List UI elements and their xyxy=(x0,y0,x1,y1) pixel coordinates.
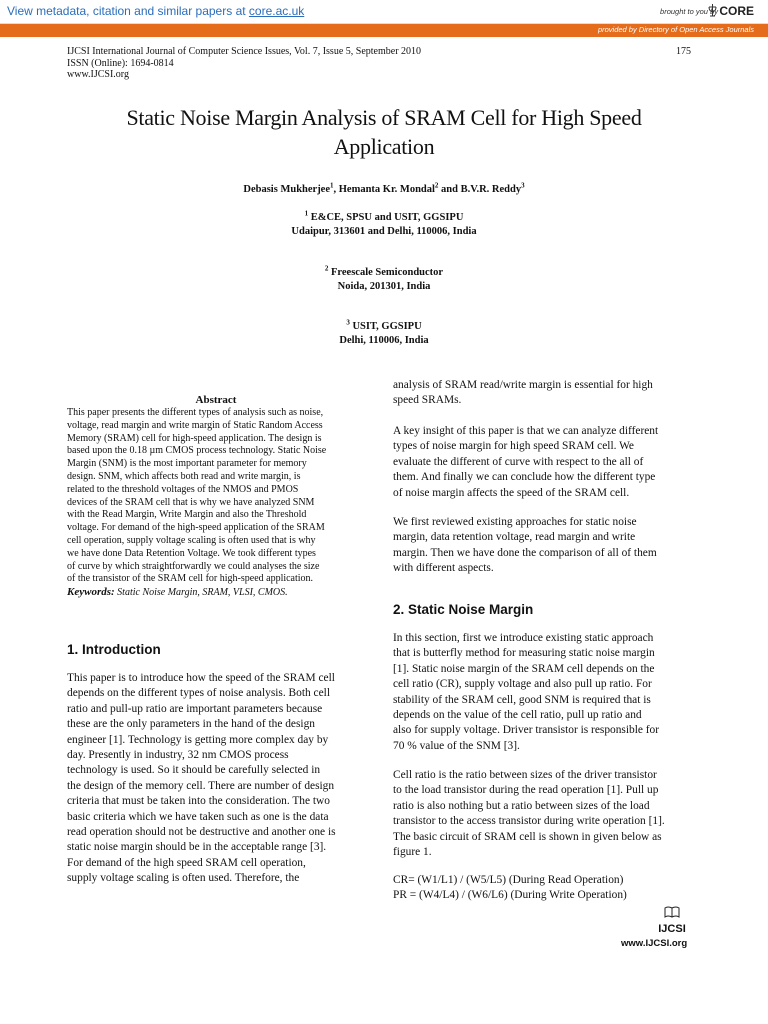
page-number: 175 xyxy=(676,46,691,57)
ijcsi-logo xyxy=(652,905,692,935)
author-1-sup: 1 xyxy=(330,181,334,190)
formula-pr: PR = (W4/L4) / (W6/L6) (During Write Operation) xyxy=(393,889,627,901)
abstract-line: devices of the SRAM cell that is why we have analyzed SNM xyxy=(67,496,315,508)
journal-line-1: IJCSI International Journal of Computer Science Issues, Vol. 7, Issue 5, September 2010 xyxy=(67,46,422,57)
abstract-line: related to the threshold voltages of the NMOS and PMOS xyxy=(67,483,299,495)
intro-line: For demand of the high speed SRAM cell operation, xyxy=(67,856,306,869)
right-line: A key insight of this paper is that we can analyze different xyxy=(393,425,659,437)
intro-line: criteria that must be taken into the consideration. The two xyxy=(67,795,330,808)
intro-line: technology is used. So it should be carefully selected in xyxy=(67,764,321,777)
right-line: The basic circuit of SRAM cell is shown in given below as xyxy=(393,830,662,843)
right-paragraph-5 xyxy=(393,768,692,860)
abstract-line: cell operation, supply voltage scaling is often used that is why xyxy=(67,534,316,546)
right-line: figure 1. xyxy=(393,846,432,859)
right-line: transistor to the access transistor during write operation [1]. xyxy=(393,815,665,828)
right-line: margin, data retention voltage, read margin and write xyxy=(393,531,636,544)
keywords-label: Keywords: xyxy=(67,586,115,599)
affiliation-2 xyxy=(60,266,708,294)
right-line: We first reviewed existing approaches for static noise xyxy=(393,516,637,528)
abstract-line: of curve by which straightforwardly we could analyses the size xyxy=(67,560,320,572)
right-line: Cell ratio is the ratio between sizes of the driver transistor xyxy=(393,769,657,781)
intro-line: read operation should not be destructive and another one is xyxy=(67,826,336,839)
author-1: Debasis Mukherjee xyxy=(243,184,331,195)
abstract-line: Memory (SRAM) cell for high-speed application. The design is xyxy=(67,432,322,444)
journal-url: www.IJCSI.org xyxy=(67,69,129,80)
aff-3-line-1: USIT, GGSIPU xyxy=(349,321,422,332)
aff-1-line-1: E&CE, SPSU and USIT, GGSIPU xyxy=(308,212,464,223)
author-2-sup: 2 xyxy=(434,181,439,190)
right-line: [1]. Static noise margin of the SRAM cell depends on the xyxy=(393,662,655,675)
abstract-line: voltage, read margin and write margin of Static Random Access xyxy=(67,419,323,431)
right-line: ratio is also nothing but a ratio between sizes of the load xyxy=(393,799,650,812)
affiliation-3 xyxy=(60,320,708,348)
abstract-line: of the transistor of the SRAM cell for high-speed application. xyxy=(67,573,314,585)
right-line: analysis of SRAM read/write margin is essential for high xyxy=(393,379,653,391)
right-paragraph-3 xyxy=(393,515,692,577)
keywords-text: Static Noise Margin, SRAM, VLSI, CMOS. xyxy=(114,587,288,599)
aff-3-line-2: Delhi, 110006, India xyxy=(339,335,429,346)
right-line: of noise margin affects the speed of the SRAM cell. xyxy=(393,486,630,499)
intro-line: day. Presently in industry, 32 nm CMOS process xyxy=(67,749,289,762)
aff-3-sup: 3 xyxy=(346,318,350,327)
ijcsi-logo-text: IJCSI xyxy=(658,923,686,935)
intro-line: supply voltage scaling is often used. Therefore, the xyxy=(67,872,300,885)
right-line: depends on the value of the cell ratio, pull up ratio and xyxy=(393,709,642,722)
right-line: speed SRAMs. xyxy=(393,394,462,407)
paper-title xyxy=(60,103,708,161)
right-line: cell ratio (CR), supply voltage and also pull up ratio. For xyxy=(393,678,652,691)
aff-2-sup: 2 xyxy=(324,264,329,273)
intro-line: basic criteria which we have taken such as one is the data xyxy=(67,810,329,823)
authors xyxy=(60,181,708,195)
title-line-1: Static Noise Margin Analysis of SRAM Cell for High Speed xyxy=(126,105,642,130)
core-link[interactable]: core.ac.uk xyxy=(248,4,305,18)
core-logo[interactable] xyxy=(708,3,754,18)
aff-1-sup: 1 xyxy=(304,209,309,218)
right-paragraph-1 xyxy=(393,378,692,409)
intro-line: engineer [1]. Technology is getting more complex day by xyxy=(67,733,329,746)
core-meta-prefix: View metadata, citation and similar papers at xyxy=(7,4,249,18)
affiliation-1 xyxy=(60,211,708,239)
right-line: that is butterfly method for measuring static noise margin xyxy=(393,647,655,660)
abstract-line: Margin (SNM) is the most important parameter for memory xyxy=(67,458,307,470)
author-3-sup: 3 xyxy=(521,181,525,190)
title-line-2: Application xyxy=(333,134,435,159)
abstract-line: we have done Data Retention Voltage. We took different types xyxy=(67,547,316,559)
aff-1-line-2: Udaipur, 313601 and Delhi, 110006, India xyxy=(291,226,477,237)
abstract-line: This paper presents the different types of analysis such as noise, xyxy=(67,407,324,418)
intro-line: static noise margin should be in the acceptable range [3]. xyxy=(67,841,327,854)
core-provided-text[interactable]: provided by Directory of Open Access Journals xyxy=(597,25,754,34)
right-line: evaluate the different of curve with respect to the all of xyxy=(393,455,644,468)
abstract-line: based upon the 0.18 µm CMOS process technology. Static Noise xyxy=(67,445,327,457)
aff-2-line-1: Freescale Semiconductor xyxy=(328,267,444,278)
aff-2-line-2: Noida, 201301, India xyxy=(337,281,431,292)
ijcsi-footer-url: www.IJCSI.org xyxy=(621,938,688,949)
intro-line: these are the only parameters in the hand of the design xyxy=(67,718,315,731)
intro-line: depends on the different types of noise analysis. Both cell xyxy=(67,687,330,700)
abstract-line: voltage. For demand of the high-speed application of the SRAM xyxy=(67,522,325,534)
formula-cr: CR= (W1/L1) / (W5/L5) (During Read Operation) xyxy=(393,874,624,886)
core-metadata-link[interactable] xyxy=(7,4,304,18)
journal-issn: ISSN (Online): 1694-0814 xyxy=(67,57,174,69)
core-banner xyxy=(0,0,768,24)
core-brought-text: brought to you by xyxy=(660,7,718,16)
intro-body xyxy=(67,671,365,887)
abstract-body xyxy=(67,407,365,600)
right-line: margin. Then we have done the comparison of all of them xyxy=(393,546,657,559)
book-icon xyxy=(664,906,680,918)
abstract-line: design. SNM, which affects both read and write margin, is xyxy=(67,470,301,482)
core-logo-text: CORE xyxy=(719,4,754,18)
intro-line: the design of the memory cell. There are number of design xyxy=(67,779,335,792)
right-line: types of noise margin for high speed SRAM cell. We xyxy=(393,440,634,453)
right-line: to the load transistor during the read operation [1]. Pull up xyxy=(393,784,659,797)
right-paragraph-2 xyxy=(393,424,692,501)
abstract-heading: Abstract xyxy=(195,394,237,406)
right-line: stability of the SRAM cell, good SNM is required that is xyxy=(393,693,651,706)
abstract-line: with the Read Margin, Write Margin and also the Threshold xyxy=(67,509,307,521)
right-line: also for supply voltage. Driver transistor is responsible for xyxy=(393,724,660,737)
intro-heading: 1. Introduction xyxy=(67,642,161,657)
author-2: , Hemanta Kr. Mondal xyxy=(333,184,435,195)
right-line: with different aspects. xyxy=(393,562,494,575)
section-2-heading: 2. Static Noise Margin xyxy=(393,602,534,617)
right-paragraph-4 xyxy=(393,631,692,754)
core-logo-icon xyxy=(708,3,717,17)
right-line: In this section, first we introduce existing static approach xyxy=(393,632,654,644)
core-provided-bar xyxy=(0,24,768,37)
right-line: them. And finally we can conclude how the different type xyxy=(393,471,656,484)
right-line: 70 % value of the SNM [3]. xyxy=(393,739,520,752)
author-3: and B.V.R. Reddy xyxy=(438,184,522,195)
journal-header xyxy=(67,46,421,81)
keywords xyxy=(67,586,365,600)
intro-line: ratio and pull-up ratio are important parameters because xyxy=(67,702,323,715)
intro-line: This paper is to introduce how the speed of the SRAM cell xyxy=(67,672,335,684)
